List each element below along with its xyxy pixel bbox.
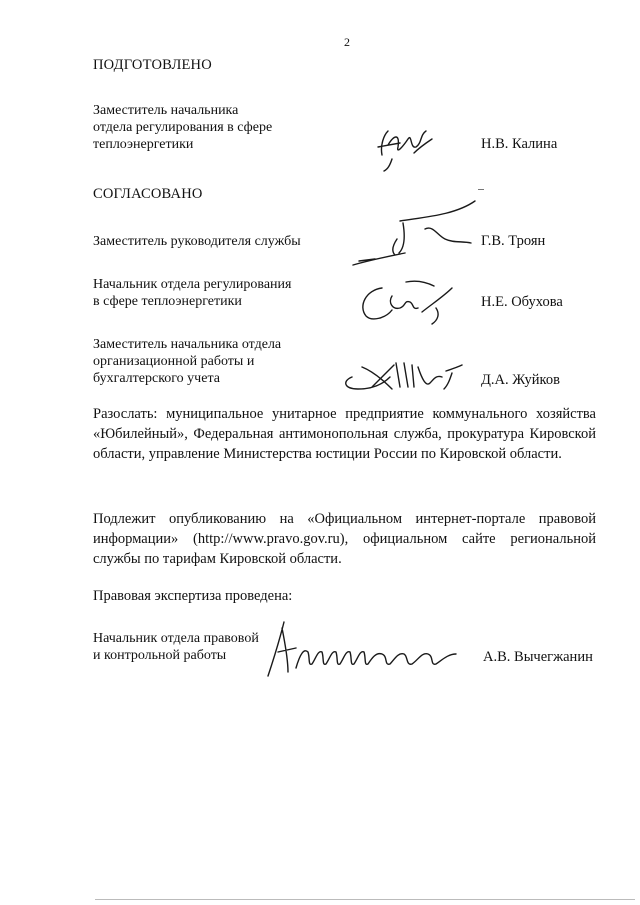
agreed-signer-title — [93, 276, 291, 310]
agreed-signer-name: Д.А. Жуйков — [481, 372, 560, 388]
agreed-signer-title — [93, 336, 281, 387]
agreed-signer-name: Г.В. Троян — [481, 233, 546, 249]
title-line: Заместитель начальника — [93, 103, 239, 118]
title-line: Заместитель начальника отдела — [93, 337, 282, 352]
agreed-signer-title — [93, 233, 301, 250]
page-number: 2 — [344, 35, 350, 49]
title-line: отдела регулирования в сфере — [93, 120, 273, 135]
title-line: Заместитель руководителя службы — [93, 234, 301, 249]
title-line: теплоэнергетики — [93, 137, 194, 152]
signature-kalina — [370, 125, 440, 175]
scan-mark — [478, 189, 484, 190]
title-line: бухгалтерского учета — [93, 371, 220, 386]
prepared-heading: ПОДГОТОВЛЕНО — [93, 57, 212, 73]
title-line: Начальник отдела регулирования — [93, 277, 292, 292]
prepared-signer-name: Н.В. Калина — [481, 136, 558, 152]
distribution-paragraph: Разослать: муниципальное унитарное предприятие коммунального хозяйства «Юбилейный», Федеральная антимонопольная служба, прокуратура Кировской области, управление Министерства юстиции России по Кировской области. — [93, 406, 596, 462]
title-line: Начальник отдела правовой — [93, 631, 259, 646]
signature-zhuikov — [338, 357, 468, 395]
title-line: и контрольной работы — [93, 648, 227, 663]
title-line: организационной работы и — [93, 354, 255, 369]
prepared-signer-title — [93, 102, 272, 153]
legal-review-statement: Правовая экспертиза проведена: — [93, 588, 293, 604]
signature-obukhova — [352, 278, 462, 326]
agreed-heading: СОГЛАСОВАНО — [93, 186, 203, 202]
publication-paragraph: Подлежит опубликованию на «Официальном интернет-портале правовой информации» (http://www.pravo.gov.ru), официальном сайте региональной службы по тарифам Кировской области. — [93, 511, 596, 567]
legal-review-signer-name: А.В. Вычегжанин — [483, 649, 593, 665]
legal-review-signer-title — [93, 630, 259, 664]
bottom-scan-edge — [95, 899, 635, 900]
agreed-signer-name: Н.Е. Обухова — [481, 294, 563, 310]
signature-vychegzhanin — [258, 618, 468, 680]
title-line: в сфере теплоэнергетики — [93, 294, 242, 309]
signature-troyan — [345, 195, 485, 270]
